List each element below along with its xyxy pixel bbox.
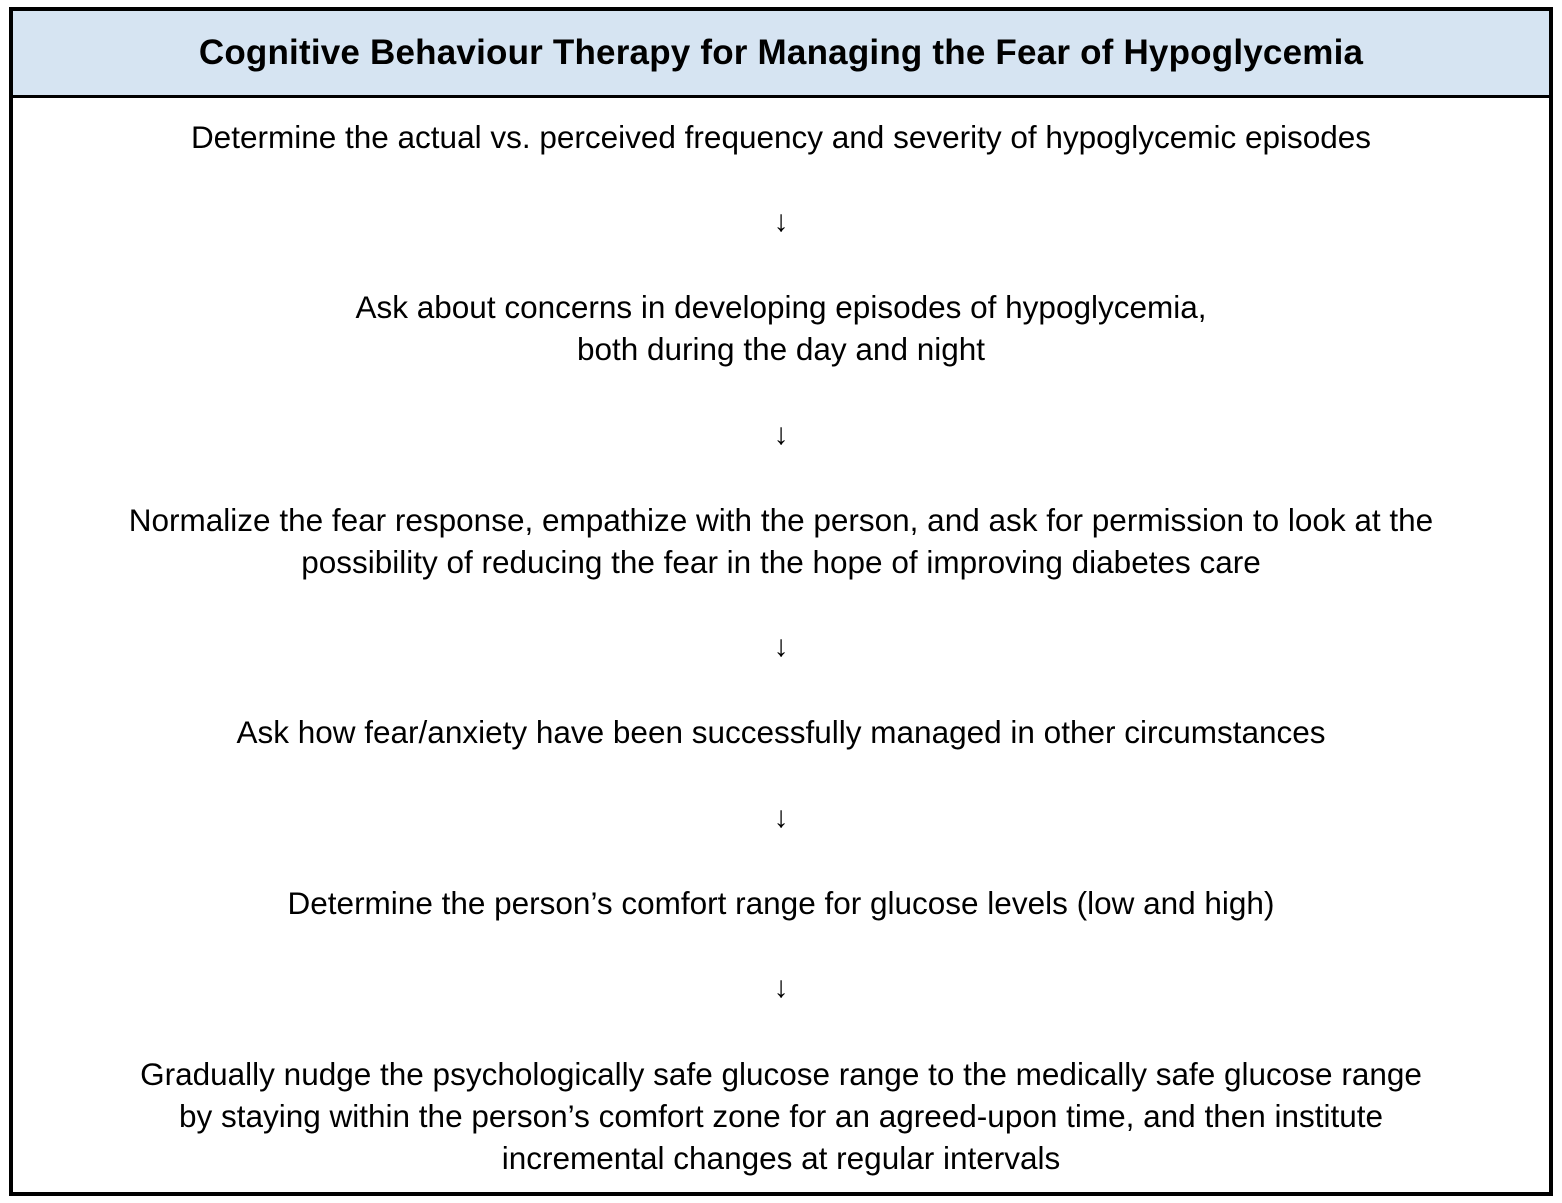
step-text-line: by staying within the person’s comfort zone for an agreed-upon time, and then institute <box>178 1098 1384 1134</box>
step-text-line: both during the day and night <box>576 331 986 367</box>
down-arrow-icon: ↓ <box>773 801 789 834</box>
step-text-line: Normalize the fear response, empathize with the person, and ask for permission to look at the <box>128 502 1434 538</box>
down-arrow-icon: ↓ <box>773 205 789 238</box>
step-1 <box>13 116 1549 158</box>
step-text-line: possibility of reducing the fear in the hope of improving diabetes care <box>301 544 1261 580</box>
step-text-line: Determine the actual vs. perceived frequency and severity of hypoglycemic episodes <box>190 119 1372 155</box>
flowchart-frame <box>9 7 1553 1196</box>
down-arrow-icon: ↓ <box>773 418 789 451</box>
step-text-line: Gradually nudge the psychologically safe glucose range to the medically safe glucose range <box>140 1056 1422 1092</box>
diagram-title: Cognitive Behaviour Therapy for Managing the Fear of Hypoglycemia <box>198 33 1364 72</box>
step-5 <box>13 882 1549 924</box>
down-arrow-icon: ↓ <box>773 630 789 663</box>
step-2 <box>13 286 1549 370</box>
down-arrow-icon: ↓ <box>773 971 789 1004</box>
step-text-line: incremental changes at regular intervals <box>501 1140 1061 1176</box>
step-text-line: Determine the person’s comfort range for glucose levels (low and high) <box>287 885 1275 921</box>
step-3 <box>13 499 1549 583</box>
step-4 <box>13 711 1549 753</box>
header-band <box>13 11 1549 98</box>
step-text-line: Ask about concerns in developing episodes of hypoglycemia, <box>355 289 1207 325</box>
step-text-line: Ask how fear/anxiety have been successfully managed in other circumstances <box>236 714 1326 750</box>
step-6 <box>13 1053 1549 1179</box>
